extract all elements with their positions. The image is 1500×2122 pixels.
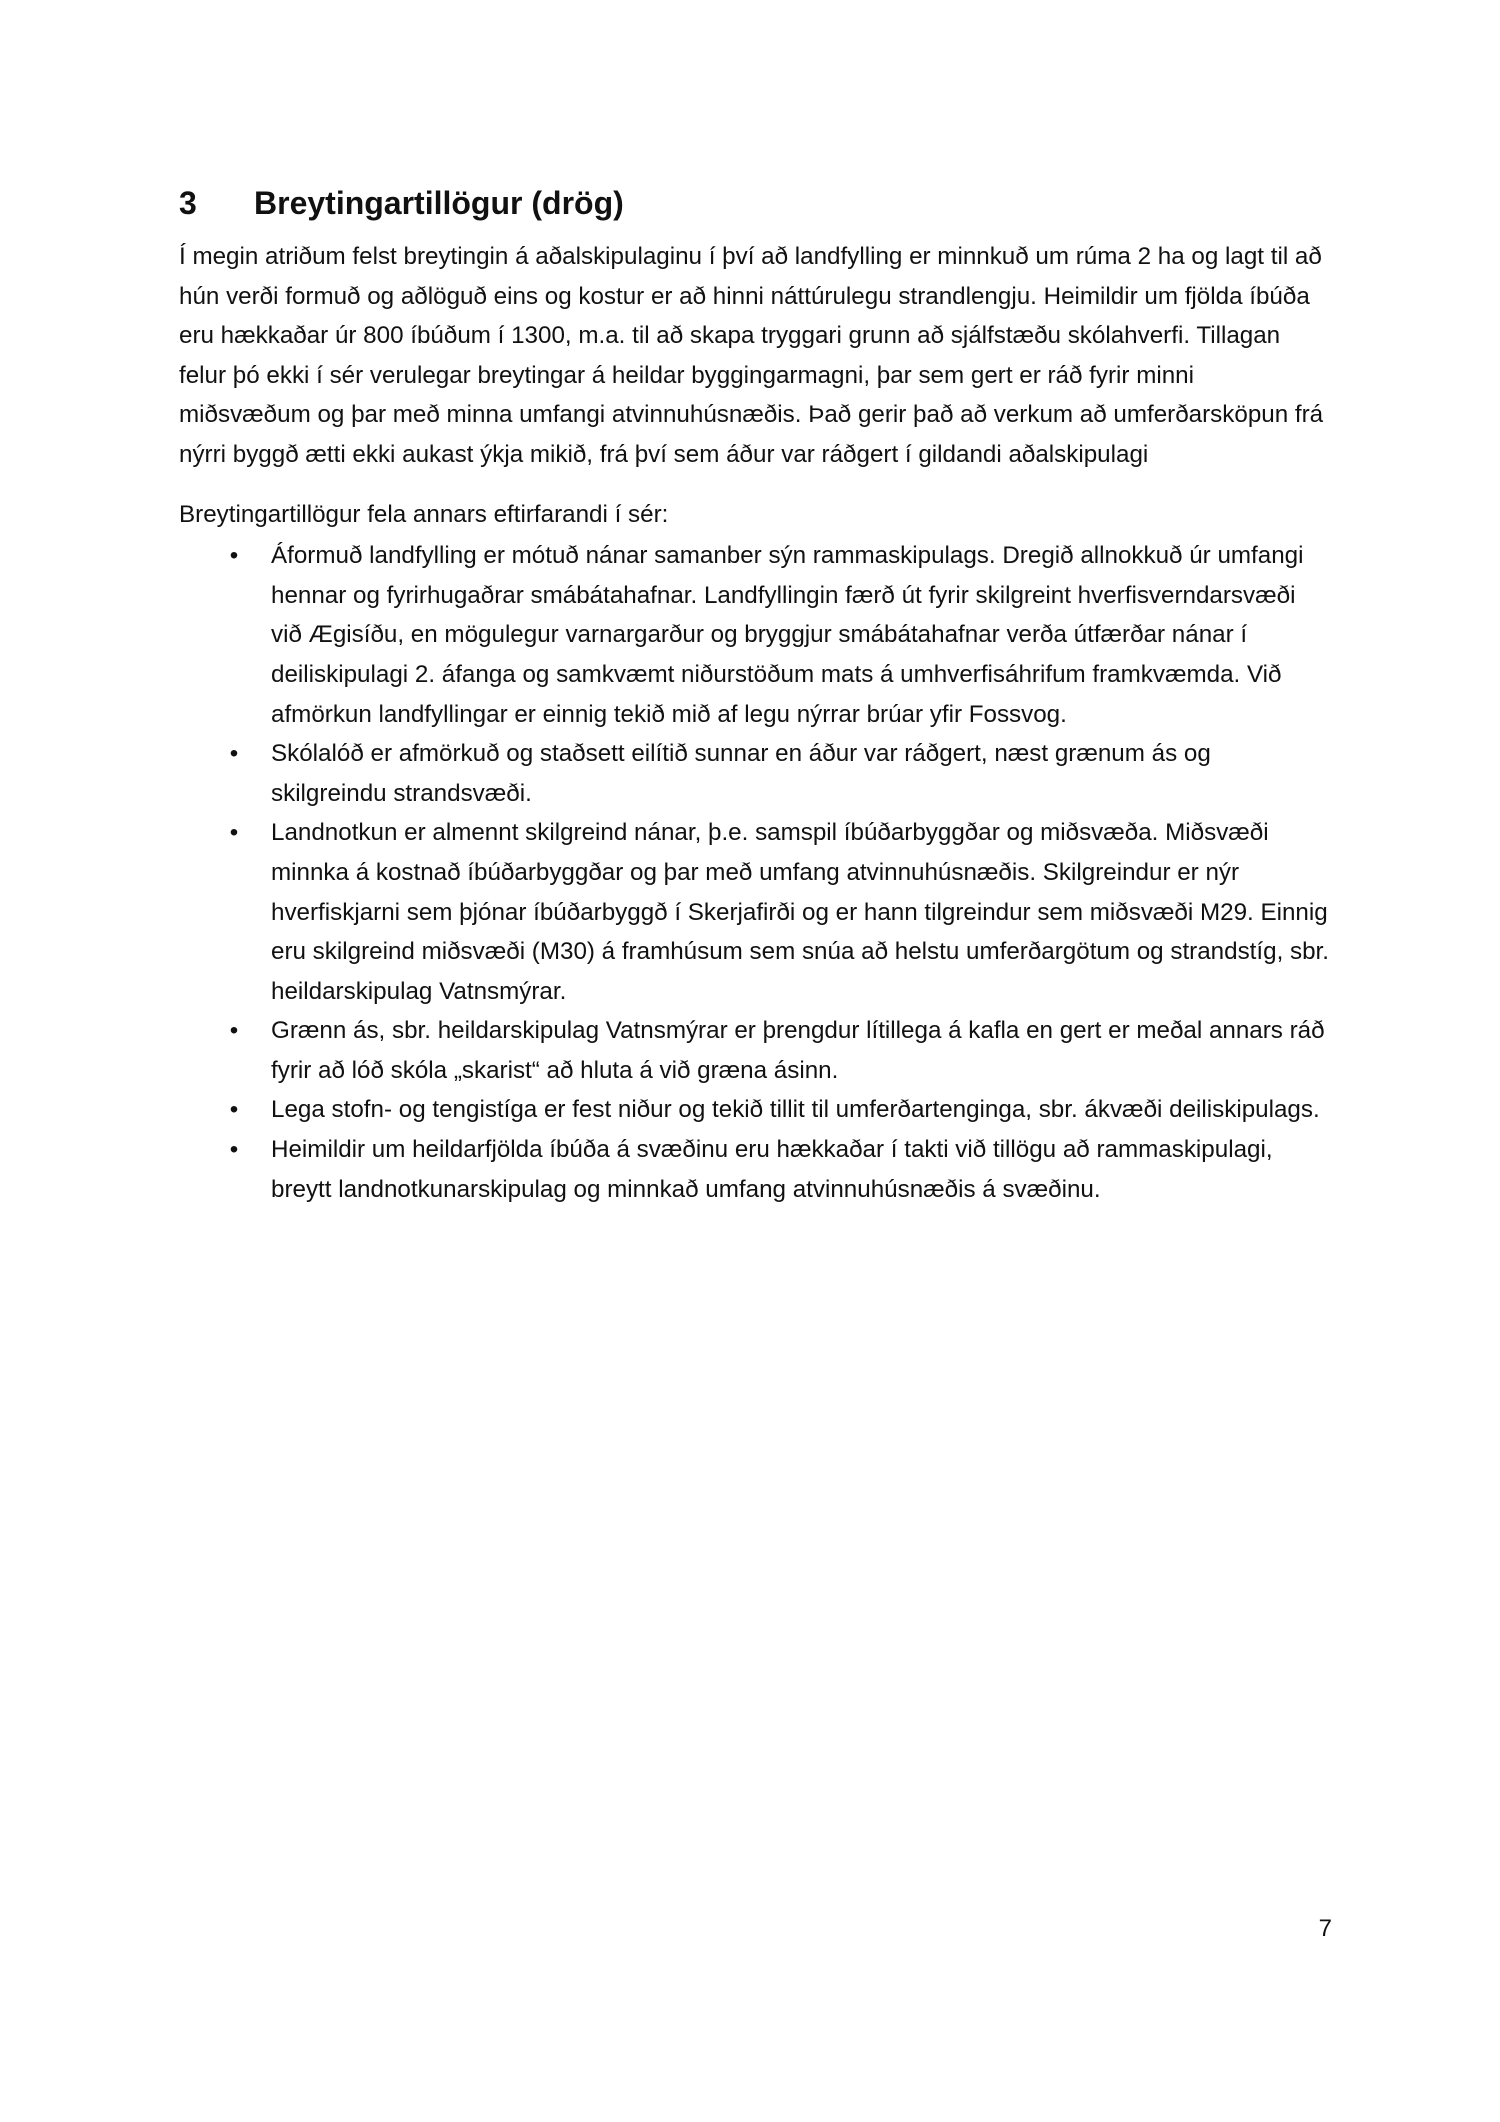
list-item: [179, 734, 1329, 813]
bullet-icon: •: [229, 542, 239, 570]
list-item: [179, 1090, 1329, 1130]
list-item-text: Heimildir um heildarfjölda íbúða á svæðinu eru hækkaðar í takti við tillögu að rammaskipulagi, breytt landnotkunarskipulag og minnkað umfang atvinnuhúsnæðis á svæðinu.: [271, 1136, 1273, 1203]
bullet-icon: •: [229, 1136, 239, 1164]
list-item-text: Skólalóð er afmörkuð og staðsett eilítið sunnar en áður var ráðgert, næst grænum ás og skilgreindu strandsvæði.: [271, 740, 1211, 807]
list-item-text: Landnotkun er almennt skilgreind nánar, þ.e. samspil íbúðarbyggðar og miðsvæða. Miðsvæði minnka á kostnað íbúðarbyggðar og þar með umfang atvinnuhúsnæðis. Skilgreindur er nýr hverfiskjarni sem þjónar íbúðarbyggð í Skerjafirði og er hann tilgreindur sem miðsvæði M29. Einnig eru skilgreind miðsvæði (M30) á framhúsum sem snúa að helstu umferðargötum og strandstíg, sbr. heildarskipulag Vatnsmýrar.: [271, 819, 1329, 1005]
list-item-text: Grænn ás, sbr. heildarskipulag Vatnsmýrar er þrengdur lítillega á kafla en gert er meðal annars ráð fyrir að lóð skóla „skarist“ að hluta á við græna ásinn.: [271, 1017, 1325, 1084]
body-paragraph: Í megin atriðum felst breytingin á aðalskipulaginu í því að landfylling er minnkuð um rúma 2 ha og lagt til að hún verði formuð og aðlöguð eins og kostur er að hinni náttúrulegu strandlengju. Heimildir um fjölda íbúða eru hækkaðar úr 800 íbúðum í 1300, m.a. til að skapa tryggari grunn að sjálfstæðu skólahverfi. Tillagan felur þó ekki í sér verulegar breytingar á heildar byggingarmagni, þar sem gert er ráð fyrir minni miðsvæðum og þar með minna umfangi atvinnuhúsnæðis. Það gerir það að verkum að umferðarsköpun frá nýrri byggð ætti ekki aukast ýkja mikið, frá því sem áður var ráðgert í gildandi aðalskipulagi: [179, 243, 1324, 468]
bullet-icon: •: [229, 1017, 239, 1045]
bullet-icon: •: [229, 819, 239, 847]
page-number: 7: [1318, 1915, 1332, 1942]
section-heading: [179, 183, 1329, 223]
list-item: [179, 536, 1329, 734]
bullet-icon: •: [229, 740, 239, 768]
list-item-text: Lega stofn- og tengistíga er fest niður og tekið tillit til umferðartenginga, sbr. ákvæði deiliskipulags.: [271, 1096, 1320, 1124]
bullet-list: [179, 536, 1329, 1209]
list-item: [179, 813, 1329, 1011]
bullet-icon: •: [229, 1096, 239, 1124]
list-item: [179, 1130, 1329, 1209]
section-number: 3: [179, 185, 197, 221]
section-title: Breytingartillögur (drög): [254, 185, 624, 221]
list-item-text: Áformuð landfylling er mótuð nánar samanber sýn rammaskipulags. Dregið allnokkuð úr umfangi hennar og fyrirhugaðrar smábátahafnar. Landfyllingin færð út fyrir skilgreint hverfisverndarsvæði við Ægisíðu, en mögulegur varnargarður og bryggjur smábátahafnar verða útfærðar nánar í deiliskipulagi 2. áfanga og samkvæmt niðurstöðum mats á umhverfisáhrifum framkvæmda. Við afmörkun landfyllingar er einnig tekið mið af legu nýrrar brúar yfir Fossvog.: [271, 542, 1304, 728]
page-content: [179, 183, 1329, 1209]
list-item: [179, 1011, 1329, 1090]
list-intro: Breytingartillögur fela annars eftirfarandi í sér:: [179, 500, 669, 528]
